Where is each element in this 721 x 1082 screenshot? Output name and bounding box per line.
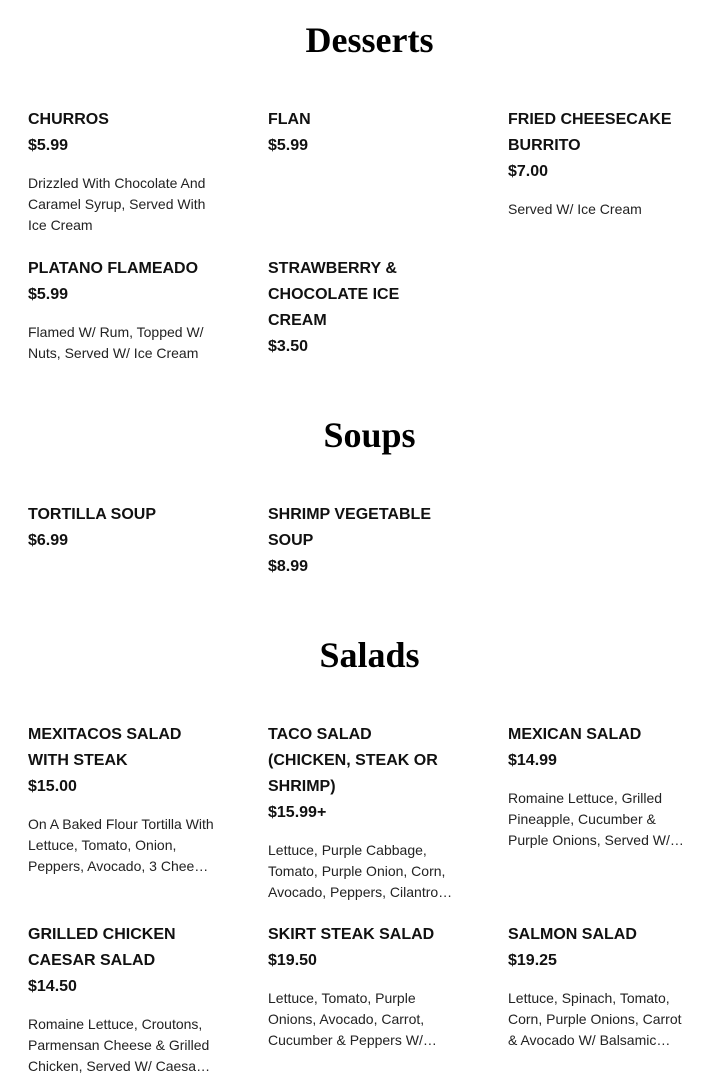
menu-item-platano-flameado[interactable]: [28, 256, 218, 364]
item-price: $5.99: [268, 137, 309, 154]
item-description: Lettuce, Tomato, Purple Onions, Avocado, Carrot, Cucumber & Peppers W/…: [268, 990, 437, 1048]
item-description: Romaine Lettuce, Croutons, Parmensan Cheese & Grilled Chicken, Served W/ Caesa…: [28, 1016, 211, 1074]
item-name: SALMON SALAD: [508, 926, 637, 943]
item-name: PLATANO FLAMEADO: [28, 260, 199, 277]
item-description: On A Baked Flour Tortilla With Lettuce, Tomato, Onion, Peppers, Avocado, 3 Chee…: [28, 816, 214, 874]
item-description: Romaine Lettuce, Grilled Pineapple, Cucumber & Purple Onions, Served W/…: [508, 790, 684, 848]
item-name: TORTILLA SOUP: [28, 506, 156, 523]
item-name: CHURROS: [28, 111, 109, 128]
menu-item-mexican-salad[interactable]: [508, 722, 688, 851]
section-title-desserts: Desserts: [305, 20, 434, 60]
menu-item-churros[interactable]: [28, 107, 218, 236]
item-price: $15.00: [28, 778, 77, 795]
item-price: $19.50: [268, 952, 317, 969]
menu-item-skirt-steak-salad[interactable]: [268, 922, 448, 1051]
item-description: Drizzled With Chocolate And Caramel Syrup, Served With Ice Cream: [28, 175, 206, 233]
item-price: $6.99: [28, 532, 69, 549]
section-title-soups: Soups: [323, 415, 416, 455]
item-name: SKIRT STEAK SALAD: [268, 926, 435, 943]
menu-item-shrimp-vegetable-soup[interactable]: [268, 502, 443, 580]
item-price: $19.25: [508, 952, 557, 969]
item-price: $7.00: [508, 163, 549, 180]
item-name: FLAN: [268, 111, 311, 128]
menu-item-fried-cheesecake-burrito[interactable]: [508, 107, 698, 220]
item-price: $3.50: [268, 338, 309, 355]
menu-item-flan[interactable]: [268, 107, 458, 159]
menu-item-taco-salad[interactable]: [268, 722, 458, 903]
item-name: FRIED CHEESECAKE BURRITO: [508, 111, 672, 154]
item-price: $14.99: [508, 752, 557, 769]
menu-item-grilled-chicken-caesar-salad[interactable]: [28, 922, 218, 1077]
item-name: STRAWBERRY & CHOCOLATE ICE CREAM: [268, 260, 400, 329]
item-description: Flamed W/ Rum, Topped W/ Nuts, Served W/ Ice Cream: [28, 324, 204, 361]
menu-item-salmon-salad[interactable]: [508, 922, 688, 1051]
menu-item-mexitacos-salad[interactable]: [28, 722, 218, 877]
item-price: $15.99+: [268, 804, 327, 821]
menu-item-strawberry-chocolate-ice-cream[interactable]: [268, 256, 443, 360]
item-description: Lettuce, Spinach, Tomato, Corn, Purple Onions, Carrot & Avocado W/ Balsamic…: [508, 990, 682, 1048]
item-price: $5.99: [28, 137, 69, 154]
item-description: Served W/ Ice Cream: [508, 201, 642, 217]
item-name: TACO SALAD (CHICKEN, STEAK OR SHRIMP): [268, 726, 438, 795]
item-name: SHRIMP VEGETABLE SOUP: [268, 506, 431, 549]
section-title-salads: Salads: [319, 635, 420, 675]
menu-item-tortilla-soup[interactable]: [28, 502, 218, 554]
item-description: Lettuce, Purple Cabbage, Tomato, Purple Onion, Corn, Avocado, Peppers, Cilantro…: [268, 842, 453, 900]
item-price: $8.99: [268, 558, 309, 575]
item-name: MEXITACOS SALAD WITH STEAK: [28, 726, 182, 769]
item-name: GRILLED CHICKEN CAESAR SALAD: [28, 926, 176, 969]
item-price: $5.99: [28, 286, 69, 303]
item-name: MEXICAN SALAD: [508, 726, 642, 743]
item-price: $14.50: [28, 978, 77, 995]
